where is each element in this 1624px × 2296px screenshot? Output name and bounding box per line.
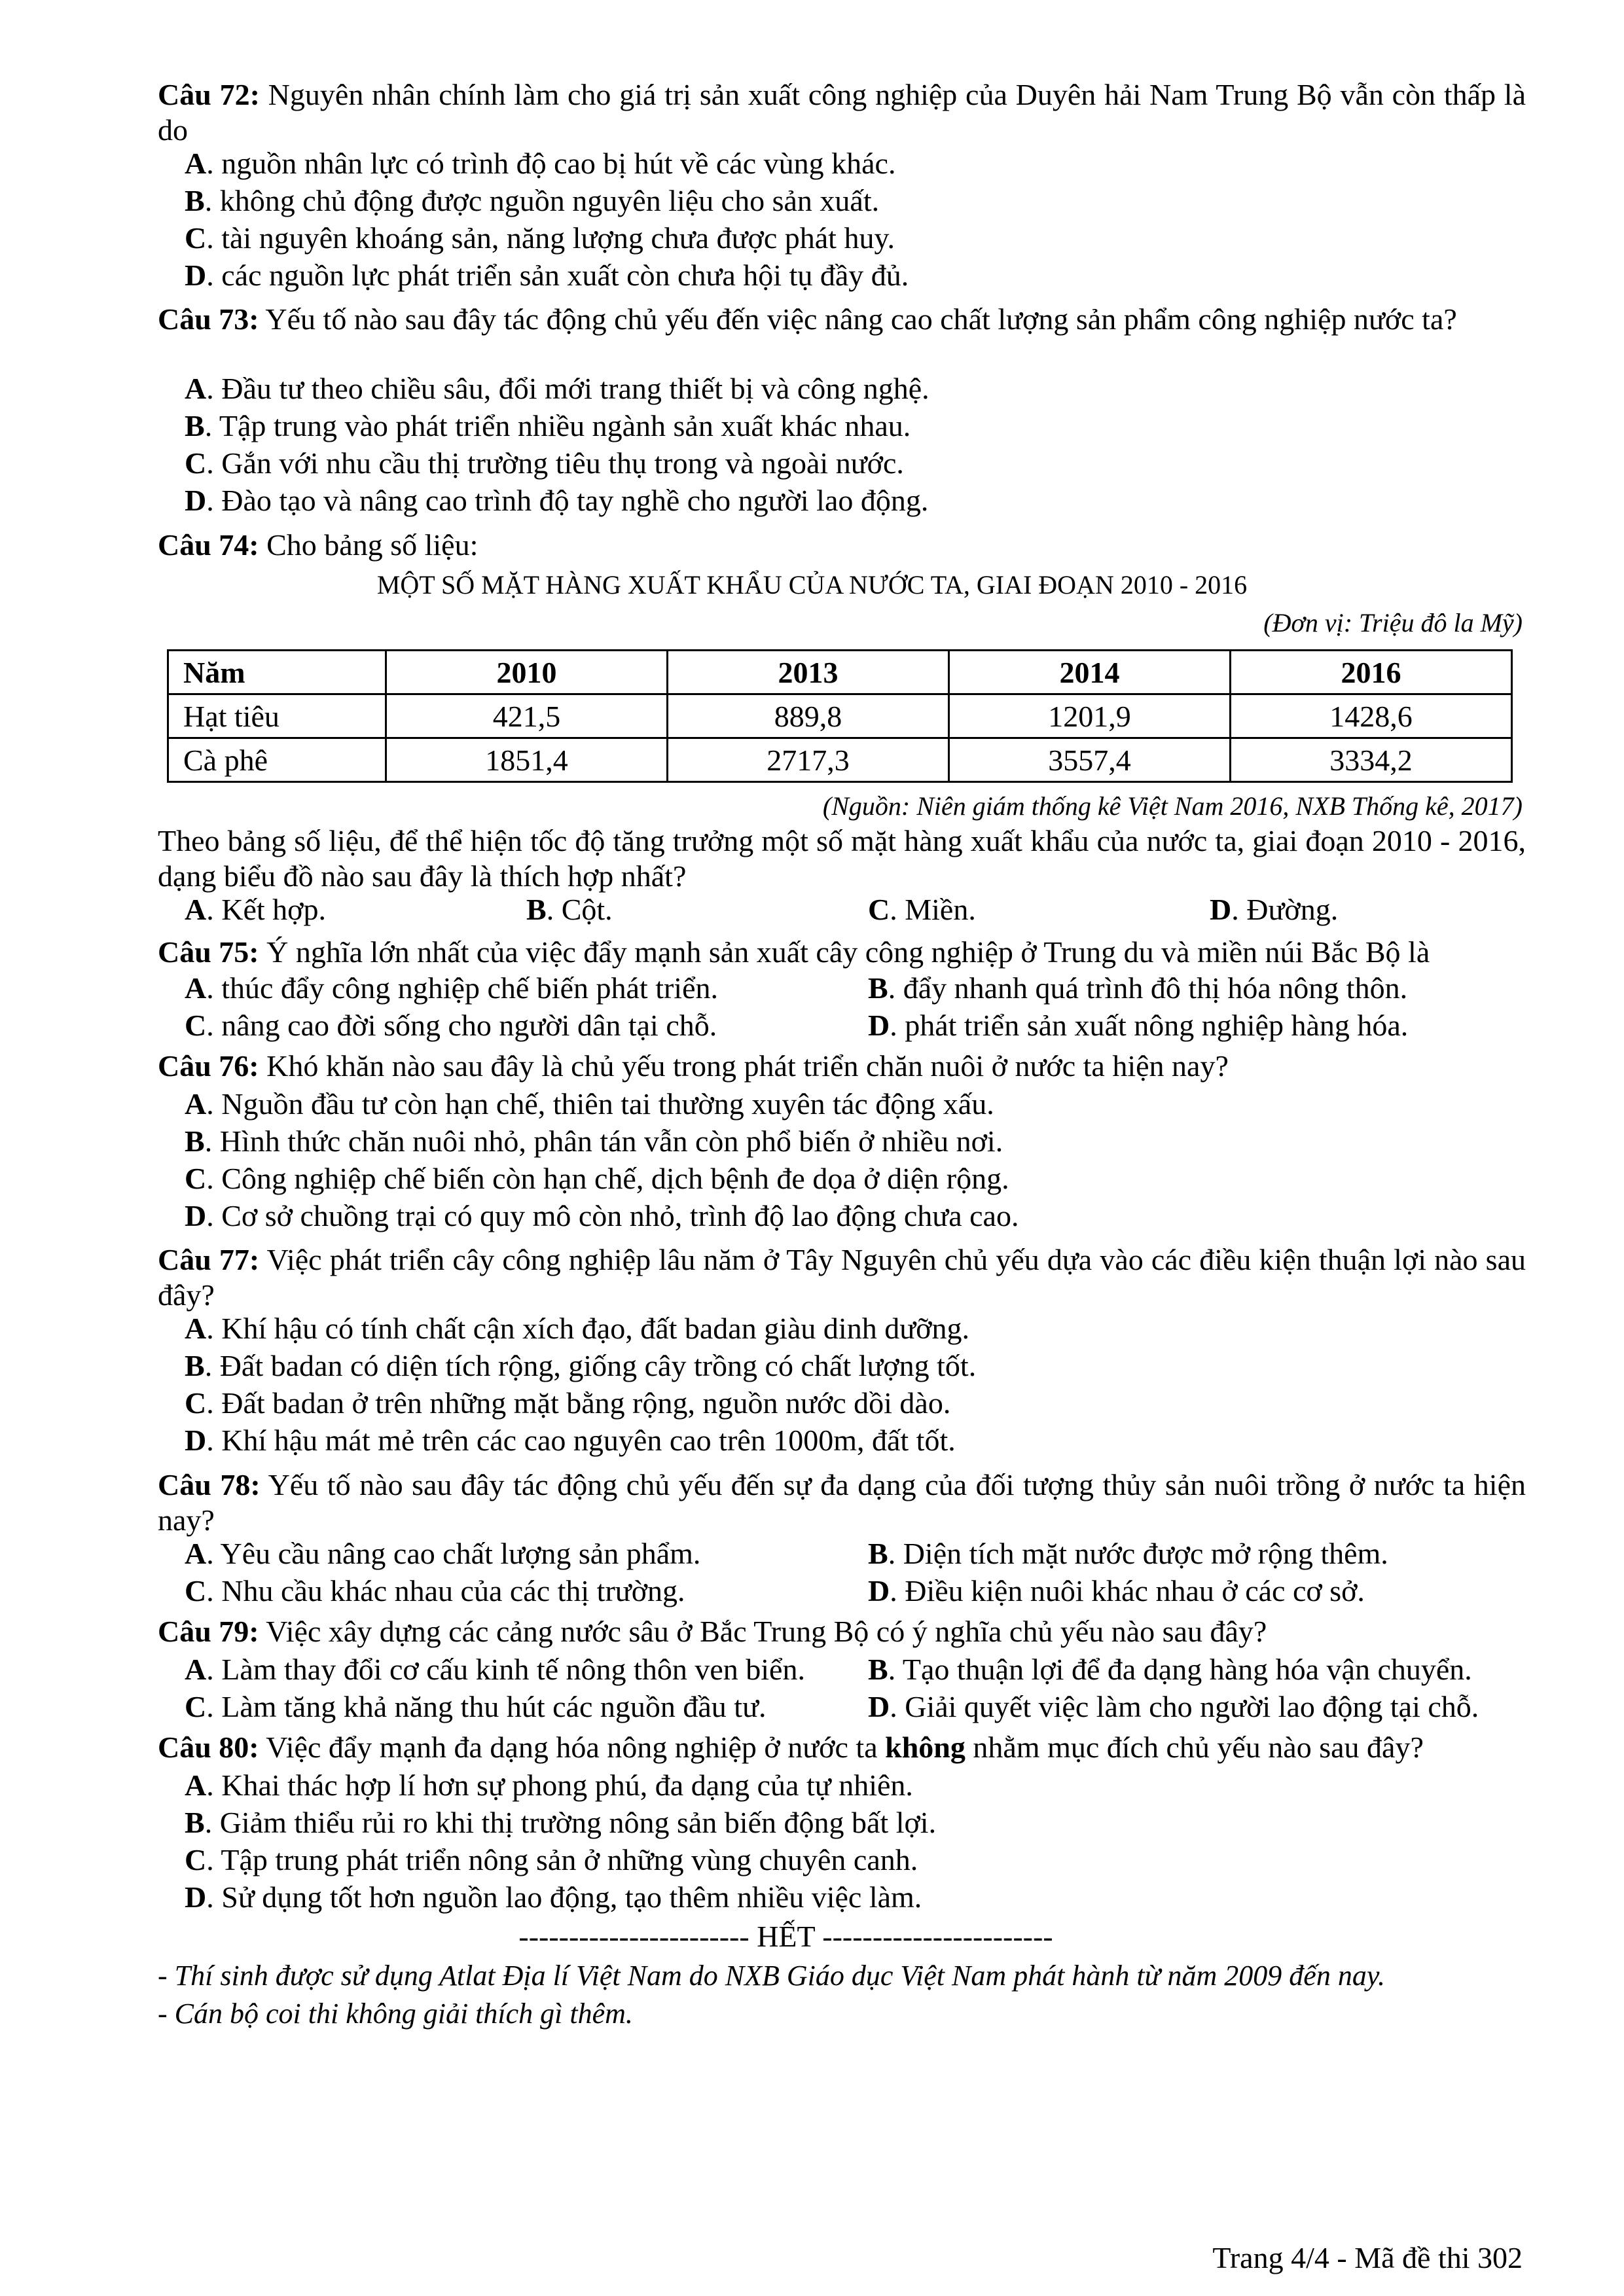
question-73 <box>158 302 1526 337</box>
question-text: Việc phát triển cây công nghiệp lâu năm ở Tây Nguyên chủ yếu dựa vào các điều kiện thuận lợi nào sau đây? <box>158 1243 1526 1312</box>
table-cell: 421,5 <box>386 694 668 738</box>
row-label: Hạt tiêu <box>168 694 386 738</box>
page-footer: Trang 4/4 - Mã đề thi 302 <box>1212 2241 1523 2274</box>
option-76-c: C. Công nghiệp chế biến còn hạn chế, dịch bệnh đe dọa ở diện rộng. <box>185 1162 1009 1195</box>
question-text: Khó khăn nào sau đây là chủ yếu trong phát triển chăn nuôi ở nước ta hiện nay? <box>259 1049 1229 1083</box>
option-74-c: C. Miền. <box>868 893 976 926</box>
option-77-a: A. Khí hậu có tính chất cận xích đạo, đất badan giàu dinh dưỡng. <box>185 1312 969 1345</box>
table-cell: 1851,4 <box>386 738 668 782</box>
option-78-a: A. Yêu cầu nâng cao chất lượng sản phẩm. <box>185 1537 701 1570</box>
question-label: Câu 75: <box>158 935 259 969</box>
table-cell: 3334,2 <box>1231 738 1512 782</box>
table-cell: 1428,6 <box>1231 694 1512 738</box>
header-cell: 2013 <box>668 651 949 694</box>
note-atlas: - Thí sinh được sử dụng Atlat Địa lí Việt Nam do NXB Giáo dục Việt Nam phát hành từ năm 2009 đến nay. <box>158 1960 1385 1992</box>
question-75 <box>158 935 1526 970</box>
option-74-d: D. Đường. <box>1210 893 1339 926</box>
option-80-a: A. Khai thác hợp lí hơn sự phong phú, đa dạng của tự nhiên. <box>185 1768 913 1802</box>
note-invigilator: - Cán bộ coi thi không giải thích gì thêm. <box>158 1998 633 2030</box>
option-79-b: B. Tạo thuận lợi để đa dạng hàng hóa vận chuyển. <box>868 1653 1472 1686</box>
option-77-b: B. Đất badan có diện tích rộng, giống cây trồng có chất lượng tốt. <box>185 1349 977 1382</box>
table-cell: 1201,9 <box>949 694 1231 738</box>
option-75-d: D. phát triển sản xuất nông nghiệp hàng hóa. <box>868 1009 1409 1042</box>
question-77 <box>158 1242 1526 1313</box>
option-78-d: D. Điều kiện nuôi khác nhau ở các cơ sở. <box>868 1574 1365 1607</box>
question-74-prompt: Theo bảng số liệu, để thể hiện tốc độ tăng trưởng một số mặt hàng xuất khẩu của nước ta, giai đoạn 2010 - 2016, dạng biểu đồ nào sau đây là thích hợp nhất? <box>158 824 1526 893</box>
option-72-c: C. tài nguyên khoáng sản, năng lượng chưa được phát huy. <box>185 221 895 255</box>
question-74 <box>158 528 1526 563</box>
option-78-b: B. Diện tích mặt nước được mở rộng thêm. <box>868 1537 1388 1570</box>
table-unit: (Đơn vị: Triệu đô la Mỹ) <box>1263 608 1523 637</box>
question-76 <box>158 1049 1526 1084</box>
option-74-b: B. Cột. <box>526 893 613 926</box>
table-title: MỘT SỐ MẶT HÀNG XUẤT KHẨU CỦA NƯỚC TA, GIAI ĐOẠN 2010 - 2016 <box>376 570 1248 600</box>
option-72-a: A. nguồn nhân lực có trình độ cao bị hút về các vùng khác. <box>185 147 896 180</box>
question-label: Câu 72: <box>158 78 260 111</box>
question-78 <box>158 1467 1526 1538</box>
row-label: Cà phê <box>168 738 386 782</box>
question-text: Yếu tố nào sau đây tác động chủ yếu đến sự đa dạng của đối tượng thủy sản nuôi trồng ở nước ta hiện nay? <box>158 1468 1526 1537</box>
question-text: Cho bảng số liệu: <box>259 528 478 562</box>
header-cell: 2010 <box>386 651 668 694</box>
table-row <box>168 738 1512 782</box>
table-cell: 889,8 <box>668 694 949 738</box>
option-80-c: C. Tập trung phát triển nông sản ở những vùng chuyên canh. <box>185 1843 918 1876</box>
question-text: Ý nghĩa lớn nhất của việc đẩy mạnh sản xuất cây công nghiệp ở Trung du và miền núi Bắc Bộ là <box>259 935 1430 969</box>
question-label: Câu 79: <box>158 1615 259 1648</box>
option-76-b: B. Hình thức chăn nuôi nhỏ, phân tán vẫn còn phổ biến ở nhiều nơi. <box>185 1124 1003 1158</box>
question-label: Câu 80: <box>158 1731 259 1764</box>
question-label: Câu 77: <box>158 1243 260 1276</box>
question-label: Câu 78: <box>158 1468 261 1501</box>
table-cell: 3557,4 <box>949 738 1231 782</box>
table-cell: 2717,3 <box>668 738 949 782</box>
question-text: Yếu tố nào sau đây tác động chủ yếu đến việc nâng cao chất lượng sản phẩm công nghiệp nước ta? <box>259 302 1457 336</box>
end-mark: ----------------------- HẾT ----------------------- <box>518 1920 1053 1953</box>
option-79-d: D. Giải quyết việc làm cho người lao động tại chỗ. <box>868 1690 1479 1723</box>
option-76-d: D. Cơ sở chuồng trại có quy mô còn nhỏ, trình độ lao động chưa cao. <box>185 1199 1019 1232</box>
question-text: Việc xây dựng các cảng nước sâu ở Bắc Trung Bộ có ý nghĩa chủ yếu nào sau đây? <box>259 1615 1267 1648</box>
header-cell: 2014 <box>949 651 1231 694</box>
header-cell: 2016 <box>1231 651 1512 694</box>
option-80-d: D. Sử dụng tốt hơn nguồn lao động, tạo thêm nhiều việc làm. <box>185 1880 922 1914</box>
option-72-d: D. các nguồn lực phát triển sản xuất còn chưa hội tụ đầy đủ. <box>185 259 909 292</box>
option-74-a: A. Kết hợp. <box>185 893 326 926</box>
option-73-a: A. Đầu tư theo chiều sâu, đổi mới trang thiết bị và công nghệ. <box>185 372 929 405</box>
option-75-a: A. thúc đẩy công nghiệp chế biến phát triển. <box>185 971 718 1005</box>
question-text: Nguyên nhân chính làm cho giá trị sản xuất công nghiệp của Duyên hải Nam Trung Bộ vẫn còn thấp là do <box>158 78 1526 147</box>
question-80: Câu 80: Việc đẩy mạnh đa dạng hóa nông nghiệp ở nước ta không nhằm mục đích chủ yếu nào sau đây? <box>158 1731 1424 1764</box>
option-77-c: C. Đất badan ở trên những mặt bằng rộng, nguồn nước dồi dào. <box>185 1386 951 1420</box>
option-80-b: B. Giảm thiểu rủi ro khi thị trường nông sản biến động bất lợi. <box>185 1806 937 1839</box>
question-label: Câu 73: <box>158 302 259 336</box>
table-row <box>168 694 1512 738</box>
option-79-a: A. Làm thay đổi cơ cấu kinh tế nông thôn ven biển. <box>185 1653 805 1686</box>
option-73-c: C. Gắn với nhu cầu thị trường tiêu thụ trong và ngoài nước. <box>185 446 904 480</box>
table-source: (Nguồn: Niên giám thống kê Việt Nam 2016, NXB Thống kê, 2017) <box>822 791 1523 821</box>
question-72 <box>158 77 1526 148</box>
option-73-d: D. Đào tạo và nâng cao trình độ tay nghề cho người lao động. <box>185 484 929 517</box>
option-78-c: C. Nhu cầu khác nhau của các thị trường. <box>185 1574 685 1607</box>
table-header-row <box>168 651 1512 694</box>
option-72-b: B. không chủ động được nguồn nguyên liệu cho sản xuất. <box>185 184 880 217</box>
question-label: Câu 74: <box>158 528 259 562</box>
question-label: Câu 76: <box>158 1049 259 1083</box>
option-77-d: D. Khí hậu mát mẻ trên các cao nguyên cao trên 1000m, đất tốt. <box>185 1424 956 1457</box>
option-75-c: C. nâng cao đời sống cho người dân tại chỗ. <box>185 1009 717 1042</box>
option-76-a: A. Nguồn đầu tư còn hạn chế, thiên tai thường xuyên tác động xấu. <box>185 1087 994 1121</box>
question-79 <box>158 1614 1526 1649</box>
option-75-b: B. đẩy nhanh quá trình đô thị hóa nông thôn. <box>868 971 1408 1005</box>
export-table <box>167 649 1513 783</box>
option-73-b: B. Tập trung vào phát triển nhiều ngành sản xuất khác nhau. <box>185 409 911 442</box>
option-79-c: C. Làm tăng khả năng thu hút các nguồn đầu tư. <box>185 1690 767 1723</box>
header-cell: Năm <box>168 651 386 694</box>
